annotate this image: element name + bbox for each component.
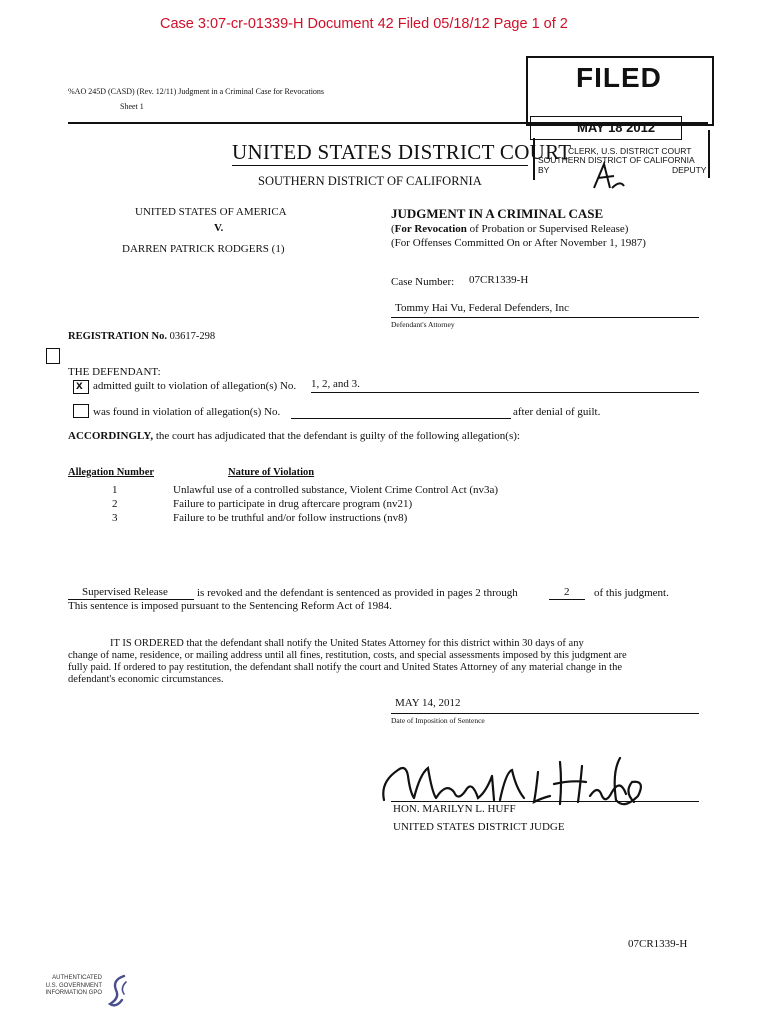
form-identifier: %AO 245D (CASD) (Rev. 12/11) Judgment in a Criminal Case for Revocations	[68, 87, 325, 96]
versus: V.	[214, 222, 224, 234]
admitted-allegations: 1, 2, and 3.	[311, 378, 360, 390]
found-rule	[291, 418, 511, 419]
gpo-eagle-icon	[102, 972, 134, 1014]
registration-label: REGISTRATION No.	[68, 331, 167, 342]
registration-line	[68, 331, 215, 342]
pages-through: 2	[564, 586, 570, 598]
gpo-logo	[40, 972, 136, 1016]
allegation-row-2-nature: Failure to participate in drug aftercare program (nv21)	[173, 498, 413, 510]
admitted-checkmark: x	[76, 378, 83, 392]
court-rule	[232, 165, 528, 166]
defendant-heading: THE DEFENDANT:	[68, 366, 161, 378]
defense-attorney: Tommy Hai Vu, Federal Defenders, Inc	[395, 302, 570, 314]
admitted-text: admitted guilt to violation of allegation(s) No.	[93, 380, 297, 392]
judgment-type-line: (For Revocation of Probation or Supervised Release)	[391, 223, 629, 235]
col-allegation-number: Allegation Number	[68, 467, 155, 478]
stamp-date-box	[530, 116, 682, 140]
ordered-line-2: change of name, residence, or mailing address until all fines, restitution, costs, and special assessments imposed by this judgment are	[68, 650, 627, 661]
stamp-date: MAY 18 2012	[577, 120, 656, 135]
stamp-district: SOUTHERN DISTRICT OF CALIFORNIA	[538, 155, 695, 165]
revoked-item: Supervised Release	[82, 586, 168, 598]
allegation-row-3-nature: Failure to be truthful and/or follow instructions (nv8)	[173, 512, 408, 524]
accordingly-bold: ACCORDINGLY,	[68, 430, 154, 442]
judge-name: HON. MARILYN L. HUFF	[393, 803, 516, 815]
accordingly-rest: the court has adjudicated that the defendant is guilty of the following allegation(s):	[153, 430, 520, 442]
allegation-row-1-num: 1	[112, 484, 118, 496]
signature-rule	[391, 801, 699, 802]
margin-checkbox	[46, 348, 60, 364]
stamp-side-rule	[708, 130, 710, 178]
footer-case-ref: 07CR1339-H	[628, 938, 688, 950]
ordered-line-3: fully paid. If ordered to pay restitution, the defendant shall notify the court and United States Attorney of any material change in the	[68, 662, 623, 673]
judgment-type-rest: of Probation or Supervised Release)	[466, 223, 629, 235]
revoked-text: is revoked and the defendant is sentenced as provided in pages 2 through	[197, 587, 518, 599]
registration-number: 03617-298	[169, 331, 216, 342]
allegation-row-2-num: 2	[112, 498, 118, 510]
allegation-row-3-num: 3	[112, 512, 118, 524]
col-nature-of-violation: Nature of Violation	[228, 467, 315, 478]
stamp-by: BY	[538, 165, 550, 175]
defendant-name: DARREN PATRICK RODGERS (1)	[122, 243, 285, 255]
imposition-caption: Date of Imposition of Sentence	[391, 716, 485, 725]
filed-stamp-title: FILED	[576, 62, 662, 93]
after-denial: after denial of guilt.	[513, 406, 601, 418]
imposition-date: MAY 14, 2012	[395, 697, 461, 709]
ordered-line-1: IT IS ORDERED that the defendant shall notify the United States Attorney for this district within 30 days of any	[110, 638, 584, 649]
case-number-label: Case Number:	[391, 276, 455, 288]
court-name: UNITED STATES DISTRICT COURT	[232, 140, 572, 164]
reform-act: This sentence is imposed pursuant to the Sentencing Reform Act of 1984.	[68, 600, 392, 612]
found-checkbox	[73, 404, 89, 418]
pages-rule	[549, 599, 585, 600]
deputy-initial-mark	[590, 158, 630, 194]
ordered-line-4: defendant's economic circumstances.	[68, 674, 224, 685]
attorney-caption: Defendant's Attorney	[391, 320, 455, 329]
admitted-rule	[311, 392, 699, 393]
judge-title: UNITED STATES DISTRICT JUDGE	[393, 821, 565, 833]
imposition-rule	[391, 713, 699, 714]
gpo-logo-text: AUTHENTICATED U.S. GOVERNMENT INFORMATION GPO	[45, 975, 102, 996]
of-this-judgment: of this judgment.	[594, 587, 669, 599]
case-header: Case 3:07-cr-01339-H Document 42 Filed 05/18/12 Page 1 of 2	[160, 16, 568, 32]
judgment-offense-line: (For Offenses Committed On or After November 1, 1987)	[391, 237, 646, 249]
stamp-clerk: CLERK, U.S. DISTRICT COURT	[568, 146, 692, 156]
attorney-rule	[391, 317, 699, 318]
plaintiff: UNITED STATES OF AMERICA	[135, 206, 287, 218]
judgment-title: JUDGMENT IN A CRIMINAL CASE	[391, 206, 604, 221]
stamp-deputy: DEPUTY	[672, 165, 707, 175]
form-sheet: Sheet 1	[120, 102, 144, 111]
accordingly-line	[68, 430, 520, 442]
court-district: SOUTHERN DISTRICT OF CALIFORNIA	[258, 174, 482, 188]
judgment-type-bold: For Revocation	[394, 223, 467, 235]
case-number: 07CR1339-H	[469, 274, 529, 286]
found-text: was found in violation of allegation(s) No.	[93, 406, 281, 418]
admitted-checkbox	[73, 380, 89, 394]
allegation-row-1-nature: Unlawful use of a controlled substance, Violent Crime Control Act (nv3a)	[173, 484, 499, 496]
